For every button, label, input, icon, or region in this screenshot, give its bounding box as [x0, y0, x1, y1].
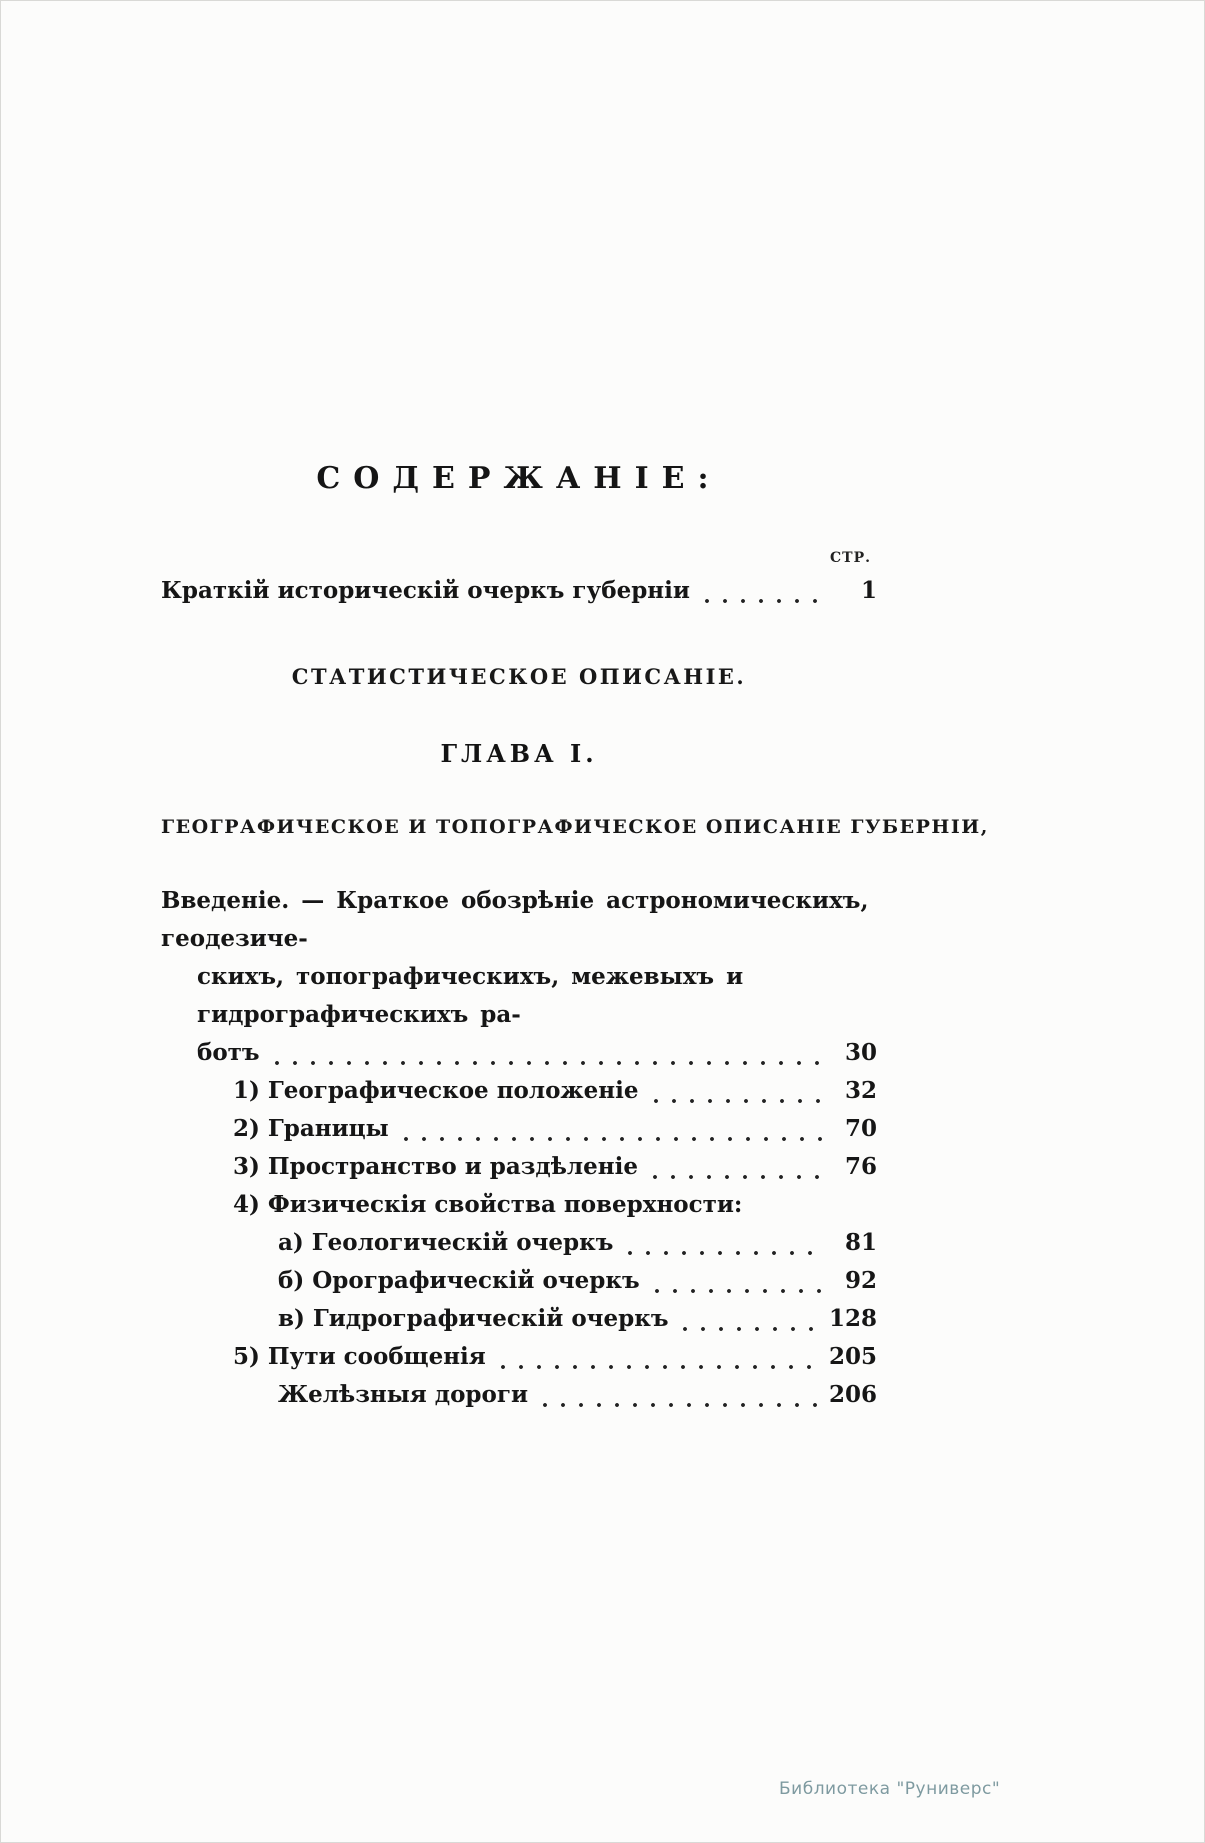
toc-entry-label: в) Гидрографическій очеркъ	[278, 1305, 669, 1332]
toc-top-section	[161, 572, 877, 610]
toc-entry-page: 1	[860, 577, 877, 604]
toc-entry-label: Краткій историческій очеркъ губерніи	[161, 577, 690, 604]
dot-leader	[403, 1136, 823, 1142]
toc-entry	[161, 1338, 877, 1376]
toc-entry	[161, 1300, 877, 1338]
toc-entry-label: 3) Пространство и раздѣленіе	[233, 1153, 638, 1180]
toc-entry	[161, 1186, 877, 1224]
toc-entry	[161, 572, 877, 610]
toc-entry-label: 2) Границы	[233, 1115, 389, 1142]
toc-entry	[161, 1072, 877, 1110]
page-content	[161, 1, 989, 1414]
toc-entry-label: б) Орографическій очеркъ	[278, 1267, 640, 1294]
section-heading-statistical: СТАТИСТИЧЕСКОЕ ОПИСАНІЕ.	[291, 664, 747, 689]
dot-leader	[654, 1288, 823, 1294]
toc-main-section	[161, 882, 877, 1414]
toc-entry-page: 76	[844, 1153, 877, 1180]
dot-leader	[704, 598, 823, 604]
toc-entry	[161, 1376, 877, 1414]
toc-entry	[161, 882, 877, 958]
toc-entry	[161, 958, 877, 1034]
dot-leader	[652, 1174, 823, 1180]
toc-entry-label: Введеніе. — Краткое обозрѣніе астрономическихъ, геодезиче-	[161, 887, 869, 952]
dot-leader	[274, 1060, 823, 1066]
toc-entry-page: 128	[828, 1305, 877, 1332]
toc-entry-page: 206	[828, 1381, 877, 1408]
toc-entry-label: ботъ	[197, 1039, 260, 1066]
toc-entry-label: скихъ, топографическихъ, межевыхъ и гидрографическихъ ра-	[197, 963, 744, 1028]
dot-leader	[500, 1364, 819, 1370]
dot-leader	[653, 1098, 824, 1104]
page-title: СОДЕРЖАНІЕ:	[316, 461, 722, 496]
toc-entry-label: 1) Географическое положеніе	[233, 1077, 639, 1104]
toc-entry	[161, 1224, 877, 1262]
toc-entry	[161, 1110, 877, 1148]
toc-entry-page: 205	[828, 1343, 877, 1370]
toc-entry-page: 30	[844, 1039, 877, 1066]
toc-entry	[161, 1262, 877, 1300]
toc-entry-page: 70	[844, 1115, 877, 1142]
toc-entry-label: 5) Пути сообщенія	[233, 1343, 486, 1370]
library-watermark: Библиотека "Руниверс"	[779, 1779, 1001, 1799]
dot-leader	[542, 1402, 819, 1408]
toc-entry-page: 92	[844, 1267, 877, 1294]
toc-entry-page: 32	[844, 1077, 877, 1104]
chapter-heading: ГЛАВА I.	[440, 739, 598, 768]
dot-leader	[627, 1250, 823, 1256]
toc-entry	[161, 1034, 877, 1072]
toc-entry-label: а) Геологическій очеркъ	[278, 1229, 614, 1256]
toc-entry-label: 4) Физическія свойства поверхности:	[233, 1191, 743, 1218]
chapter-subtitle: ГЕОГРАФИЧЕСКОЕ И ТОПОГРАФИЧЕСКОЕ ОПИСАНІЕ ГУБЕРНІИ,	[161, 816, 989, 838]
toc-entry	[161, 1148, 877, 1186]
toc-entry-label: Желѣзныя дороги	[278, 1381, 529, 1408]
toc-entry-page: 81	[844, 1229, 877, 1256]
dot-leader	[682, 1326, 819, 1332]
page-number-column-header: СТР.	[830, 550, 871, 566]
